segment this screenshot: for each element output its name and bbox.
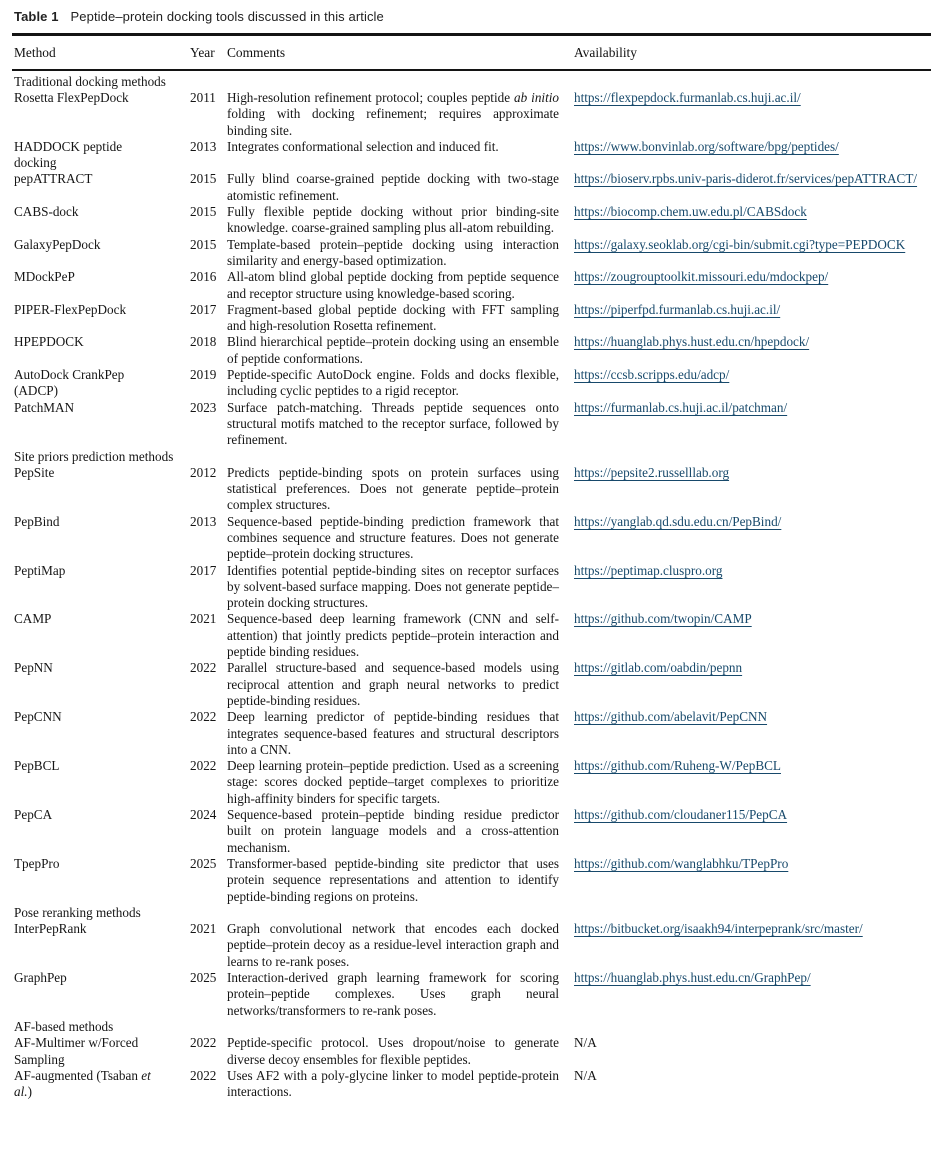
table-row — [0, 709, 943, 758]
method-cell: PepBCL — [14, 758, 60, 774]
comment-cell: Surface patch-matching. Threads peptide sequences onto structural motifs matched to the receptor surface, followed by refinement. — [227, 399, 559, 448]
section-header-row — [0, 449, 943, 465]
section-title: AF-based methods — [14, 1018, 114, 1034]
table-row — [0, 921, 943, 970]
availability-link[interactable]: https:/​/​github.​com/​twopin/​CAMP — [574, 611, 752, 627]
availability-link[interactable]: https:/​/​github.​com/​cloudaner115/​PepCA — [574, 807, 788, 823]
method-cell: AutoDock CrankPep (ADCP) — [14, 367, 125, 399]
method-cell: AF-Multimer w/Forced Sampling — [14, 1035, 139, 1067]
comment-cell: Fully blind coarse-grained peptide docking with two-stage atomistic refinement. — [227, 171, 559, 203]
table-row — [0, 970, 943, 1019]
method-cell: PepBind — [14, 513, 60, 529]
method-cell: GraphPep — [14, 970, 67, 986]
table-row — [0, 563, 943, 612]
availability-cell — [574, 758, 943, 774]
table-row — [0, 465, 943, 514]
section-title: Site priors prediction methods — [14, 448, 174, 464]
availability-cell — [574, 660, 943, 676]
comment-cell: Sequence-based protein–peptide binding residue predictor built on protein language models and a cross-attention mechanism. — [227, 807, 559, 855]
method-cell: AF-augmented (Tsaban et al.) — [14, 1067, 151, 1100]
availability-link[interactable]: https:/​/​yanglab.​qd.​sdu.​edu.​cn/​PepBind/​ — [574, 513, 782, 529]
availability-cell — [574, 856, 943, 872]
year-cell: 2022 — [190, 1067, 217, 1083]
table-row — [0, 171, 943, 204]
availability-cell — [574, 921, 943, 937]
availability-link[interactable]: https:/​/​piperfpd.​furmanlab.​cs.​huji.​ac.​il/​ — [574, 301, 781, 317]
table-row — [0, 367, 943, 400]
comment-cell: Integrates conformational selection and induced fit. — [227, 138, 499, 154]
method-cell: HPEPDOCK — [14, 334, 84, 350]
method-cell: CABS-dock — [14, 204, 79, 220]
comment-cell: Sequence-based peptide-binding prediction framework that combines sequence and structure features. Does not generate peptide–protein docking structures. — [227, 513, 559, 562]
year-cell: 2013 — [190, 513, 217, 529]
comment-cell: Sequence-based deep learning framework (CNN and self-attention) that jointly predicts peptide–protein interaction and peptide binding residues. — [227, 611, 559, 660]
method-cell: InterPepRank — [14, 921, 87, 937]
availability-cell — [574, 400, 943, 416]
year-cell: 2025 — [190, 970, 217, 986]
year-cell: 2013 — [190, 138, 217, 154]
comment-cell: Deep learning predictor of peptide-binding residues that integrates sequence-based features and structural descriptors into a CNN. — [227, 709, 559, 757]
availability-link[interactable]: https:/​/​peptimap.​cluspro.​org — [574, 562, 723, 578]
comment-cell: High-resolution refinement protocol; couples peptide ab initio folding with docking refinement; requires approximate binding site. — [227, 89, 559, 138]
table-row — [0, 204, 943, 237]
table-caption-text: Peptide–protein docking tools discussed in this article — [70, 9, 384, 24]
table-row — [0, 856, 943, 905]
availability-cell — [574, 970, 943, 986]
availability-cell — [574, 302, 943, 318]
comment-cell: Parallel structure-based and sequence-based models using reciprocal attention and graph neural networks to predict peptide-binding residues. — [227, 660, 559, 708]
method-cell: PepCNN — [14, 709, 62, 725]
year-cell: 2023 — [190, 399, 217, 415]
availability-cell — [574, 563, 943, 579]
table-header-row — [0, 36, 943, 69]
table-row — [0, 139, 943, 172]
table-row — [0, 807, 943, 856]
comment-cell: Fragment-based global peptide docking with FFT sampling and high-resolution Rosetta refinement. — [227, 301, 559, 334]
availability-link[interactable]: https:/​/​bioserv.​rpbs.​univ-paris-diderot.​fr/​services/​pepATTRACT/​ — [574, 171, 918, 187]
method-cell: MDockPeP — [14, 269, 75, 285]
method-cell: GalaxyPepDock — [14, 236, 101, 252]
method-cell: Rosetta FlexPepDock — [14, 89, 129, 105]
method-cell: PepSite — [14, 464, 55, 480]
table-row — [0, 1035, 943, 1068]
table-row — [0, 400, 943, 449]
col-header-method: Method — [14, 44, 56, 60]
table-row — [0, 269, 943, 302]
availability-link[interactable]: https:/​/​zougrouptoolkit.​missouri.​edu/​mdockpep/​ — [574, 269, 829, 285]
availability-cell — [574, 465, 943, 481]
year-cell: 2021 — [190, 611, 217, 627]
availability-link[interactable]: https:/​/​huanglab.​phys.​hust.​edu.​cn/​hpepdock/​ — [574, 334, 810, 350]
availability-link[interactable]: https:/​/​huanglab.​phys.​hust.​edu.​cn/​GraphPep/​ — [574, 970, 811, 986]
col-header-year: Year — [190, 44, 215, 60]
method-cell: PepCA — [14, 807, 53, 823]
availability-cell — [574, 367, 943, 383]
comment-cell: Deep learning protein–peptide prediction. Used as a screening stage: scores docked peptide–target complexes to prioritize high-affinity binders for specific targets. — [227, 758, 559, 806]
availability-cell — [574, 237, 943, 253]
availability-cell: N/A — [574, 1067, 597, 1083]
table-row — [0, 611, 943, 660]
availability-cell — [574, 204, 943, 220]
method-cell: pepATTRACT — [14, 171, 93, 187]
comment-cell: Peptide-specific protocol. Uses dropout/noise to generate diverse decoy ensembles for flexible peptides. — [227, 1035, 559, 1067]
availability-link[interactable]: https:/​/​galaxy.​seoklab.​org/​cgi-bin/​submit.​cgi?type=PEPDOCK — [574, 236, 906, 252]
method-cell: HADDOCK peptide docking — [14, 138, 123, 171]
year-cell: 2015 — [190, 204, 217, 220]
comment-cell: Uses AF2 with a poly-glycine linker to model peptide-protein interactions. — [227, 1067, 559, 1100]
availability-cell — [574, 90, 943, 106]
comment-cell: Peptide-specific AutoDock engine. Folds and docks flexible, including cyclic peptides to a rigid receptor. — [227, 367, 559, 399]
table-row — [0, 1068, 943, 1101]
table-row — [0, 334, 943, 367]
availability-link[interactable]: https:/​/​www.​bonvinlab.​org/​software/​bpg/​peptides/​ — [574, 138, 839, 154]
availability-cell — [574, 807, 943, 823]
comment-cell: Transformer-based peptide-binding site predictor that uses protein sequence representations and attention to identify peptide-binding regions on proteins. — [227, 855, 559, 904]
method-cell: CAMP — [14, 611, 52, 627]
section-header-row — [0, 905, 943, 921]
method-cell: PIPER-FlexPepDock — [14, 301, 127, 317]
availability-link[interactable]: https:/​/​github.​com/​abelavit/​PepCNN — [574, 709, 768, 725]
availability-link[interactable]: https:/​/​flexpepdock.​furmanlab.​cs.​huji.​ac.​il/​ — [574, 89, 801, 105]
year-cell: 2011 — [190, 89, 216, 105]
year-cell: 2019 — [190, 367, 217, 383]
availability-link[interactable]: https:/​/​biocomp.​chem.​uw.​edu.​pl/​CABSdock — [574, 204, 807, 220]
availability-cell — [574, 611, 943, 627]
comment-cell: Identifies potential peptide-binding sites on receptor surfaces by solvent-based surface mapping. Does not generate peptide–protein docking structures. — [227, 562, 559, 611]
availability-link[interactable]: https:/​/​pepsite2.​russelllab.​org — [574, 464, 730, 480]
year-cell: 2017 — [190, 562, 217, 578]
availability-link[interactable]: https:/​/​github.​com/​wanglabhku/​TPepPro — [574, 855, 789, 871]
year-cell: 2025 — [190, 855, 217, 871]
availability-cell: N/A — [574, 1035, 597, 1051]
year-cell: 2022 — [190, 709, 217, 725]
availability-cell — [574, 334, 943, 350]
comment-cell: Template-based protein–peptide docking using interaction similarity and energy-based optimization. — [227, 236, 559, 268]
col-header-availability: Availability — [574, 44, 637, 60]
availability-link[interactable]: https:/​/​bitbucket.​org/​isaakh94/​interpeprank/​src/​master/​ — [574, 921, 863, 937]
year-cell: 2015 — [190, 236, 217, 252]
availability-cell — [574, 709, 943, 725]
comment-cell: Interaction-derived graph learning framework for scoring protein–peptide complexes. Uses graph neural networks/transformers to re-rank poses. — [227, 970, 559, 1018]
comment-cell: Fully flexible peptide docking without prior binding-site knowledge. coarse-grained sampling plus all-atom rebuilding. — [227, 204, 559, 236]
year-cell: 2012 — [190, 464, 217, 480]
section-header-row — [0, 1019, 943, 1035]
comment-cell: Predicts peptide-binding spots on protein surfaces using statistical preferences. Does not generate peptide–protein complex structures. — [227, 464, 559, 513]
availability-link[interactable]: https:/​/​ccsb.​scripps.​edu/​adcp/​ — [574, 367, 730, 383]
availability-cell — [574, 269, 943, 285]
method-cell: PepNN — [14, 660, 53, 676]
year-cell: 2022 — [190, 660, 217, 676]
table-row — [0, 237, 943, 270]
col-header-comments: Comments — [227, 44, 286, 60]
availability-link[interactable]: https:/​/​gitlab.​com/​oabdin/​pepnn — [574, 660, 743, 676]
method-cell: PeptiMap — [14, 562, 66, 578]
table-body — [0, 71, 943, 1101]
year-cell: 2021 — [190, 921, 217, 937]
year-cell: 2016 — [190, 269, 217, 285]
table-row — [0, 302, 943, 335]
year-cell: 2022 — [190, 1035, 217, 1051]
method-cell: PatchMAN — [14, 399, 75, 415]
table-caption-label: Table 1 — [14, 9, 59, 24]
method-cell: TpepPro — [14, 855, 60, 871]
availability-cell — [574, 514, 943, 530]
table-row — [0, 660, 943, 709]
table-row — [0, 758, 943, 807]
table-row — [0, 90, 943, 139]
year-cell: 2017 — [190, 301, 217, 317]
comment-cell: Blind hierarchical peptide–protein docking using an ensemble of peptide conformations. — [227, 334, 559, 366]
availability-link[interactable]: https:/​/​furmanlab.​cs.​huji.​ac.​il/​patchman/​ — [574, 399, 788, 415]
year-cell: 2024 — [190, 807, 217, 823]
availability-cell — [574, 139, 943, 155]
section-title: Pose reranking methods — [14, 904, 141, 920]
table-caption — [0, 7, 943, 24]
section-header-row — [0, 74, 943, 90]
availability-link[interactable]: https:/​/​github.​com/​Ruheng-W/​PepBCL — [574, 758, 781, 774]
section-title: Traditional docking methods — [14, 73, 166, 89]
comment-cell: All-atom blind global peptide docking from peptide sequence and receptor structure using knowledge-based scoring. — [227, 269, 559, 301]
year-cell: 2022 — [190, 758, 217, 774]
table-row — [0, 514, 943, 563]
availability-cell — [574, 171, 943, 187]
year-cell: 2018 — [190, 334, 217, 350]
year-cell: 2015 — [190, 171, 217, 187]
comment-cell: Graph convolutional network that encodes each docked peptide–protein decoy as a residue-level interaction graph and learns to re-rank poses. — [227, 921, 559, 969]
